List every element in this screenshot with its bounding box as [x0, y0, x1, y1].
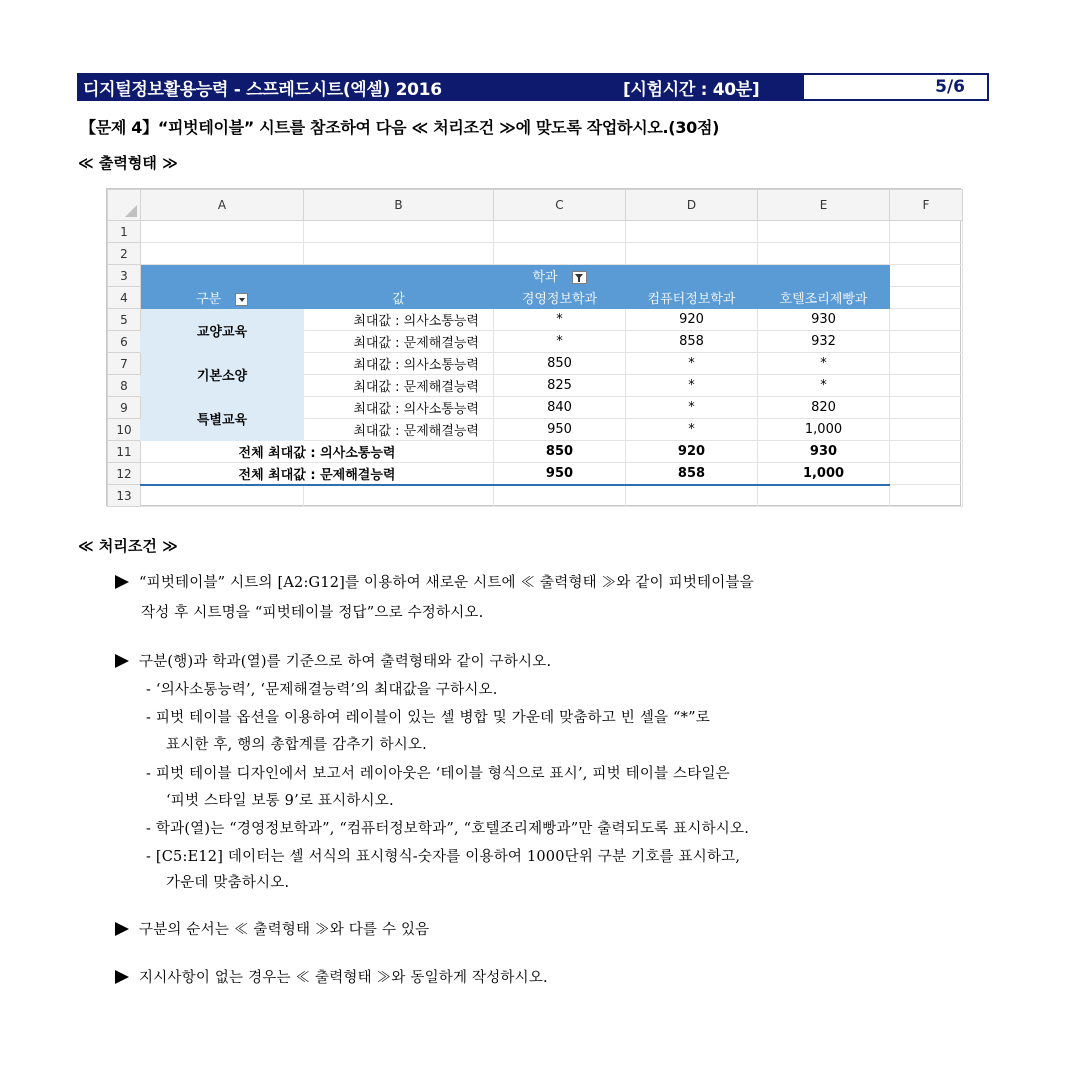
data-cell[interactable]: 850: [494, 353, 626, 375]
exam-time: [시험시간 : 40분]: [623, 79, 760, 100]
data-cell[interactable]: 820: [758, 397, 890, 419]
column-field-cell[interactable]: [494, 265, 626, 287]
exam-header: [77, 73, 989, 101]
col-header-a[interactable]: A: [141, 190, 304, 221]
data-cell[interactable]: *: [626, 353, 758, 375]
data-cell[interactable]: 858: [626, 331, 758, 353]
dropdown-icon[interactable]: [235, 293, 248, 306]
data-cell[interactable]: *: [494, 309, 626, 331]
total-cell[interactable]: 930: [758, 441, 890, 463]
row-field-cell[interactable]: [141, 287, 304, 309]
cell[interactable]: [890, 485, 963, 507]
sub-condition-5-cont: 가운데 맞춤하시오.: [166, 875, 290, 891]
cell[interactable]: [304, 243, 494, 265]
pivot-sheet: [106, 188, 961, 506]
cell[interactable]: [890, 331, 963, 353]
sheet-row: [108, 243, 963, 265]
sub-condition-1: - ‘의사소통능력’, ‘문제해결능력’의 최대값을 구하시오.: [146, 682, 498, 698]
row-field-label: 구분: [195, 292, 222, 307]
page-number: 5/6: [804, 75, 987, 99]
total-cell[interactable]: 920: [626, 441, 758, 463]
cell[interactable]: [304, 265, 494, 287]
cell[interactable]: [758, 485, 890, 507]
cell[interactable]: [890, 353, 963, 375]
condition-text: “피벗테이블” 시트의 [A2:G12]를 이용하여 새로운 시트에 ≪ 출력형태 ≫와 같이 피벗테이블을: [139, 575, 754, 591]
cell[interactable]: [141, 243, 304, 265]
cell[interactable]: [626, 265, 758, 287]
row-number[interactable]: 4: [108, 287, 141, 309]
sub-condition-3: - 피벗 테이블 디자인에서 보고서 레이아웃은 ‘테이블 형식으로 표시’, 피벗 테이블 스타일은: [146, 766, 730, 782]
cell[interactable]: [890, 375, 963, 397]
value-label[interactable]: 최대값 : 의사소통능력: [304, 397, 494, 419]
sheet-row: [108, 463, 963, 485]
cell[interactable]: [626, 485, 758, 507]
cell[interactable]: [304, 221, 494, 243]
bullet-icon: [115, 654, 129, 668]
data-cell[interactable]: *: [626, 397, 758, 419]
total-cell[interactable]: 950: [494, 463, 626, 485]
pivot-table: [107, 189, 963, 507]
sheet-row: [108, 441, 963, 463]
cell[interactable]: [494, 243, 626, 265]
col-header-c[interactable]: C: [494, 190, 626, 221]
row-number[interactable]: 9: [108, 397, 141, 419]
total-label[interactable]: 전체 최대값 : 문제해결능력: [141, 463, 494, 485]
data-cell[interactable]: 932: [758, 331, 890, 353]
data-cell[interactable]: 1,000: [758, 419, 890, 441]
data-cell[interactable]: 840: [494, 397, 626, 419]
column-header-row: [108, 190, 963, 221]
exam-title: 디지털정보활용능력 - 스프레드시트(엑셀) 2016: [83, 79, 442, 100]
row-number[interactable]: 8: [108, 375, 141, 397]
dept-header[interactable]: 호텔조리제빵과: [758, 287, 890, 309]
cell[interactable]: [890, 265, 963, 287]
row-number[interactable]: 7: [108, 353, 141, 375]
cell[interactable]: [758, 243, 890, 265]
problem-statement: 【문제 4】“피벗테이블” 시트를 참조하여 다음 ≪ 처리조건 ≫에 맞도록 작업하시오.(30점): [80, 118, 720, 137]
cell[interactable]: [890, 463, 963, 485]
bullet-icon: [115, 922, 129, 936]
row-number[interactable]: 13: [108, 485, 141, 507]
row-number[interactable]: 11: [108, 441, 141, 463]
value-label[interactable]: 최대값 : 문제해결능력: [304, 331, 494, 353]
total-cell[interactable]: 850: [494, 441, 626, 463]
row-number[interactable]: 6: [108, 331, 141, 353]
data-cell[interactable]: *: [626, 375, 758, 397]
cell[interactable]: [890, 309, 963, 331]
data-cell[interactable]: 920: [626, 309, 758, 331]
row-number[interactable]: 1: [108, 221, 141, 243]
cell[interactable]: [141, 221, 304, 243]
group-label[interactable]: 특별교육: [141, 397, 304, 441]
value-label[interactable]: 최대값 : 문제해결능력: [304, 375, 494, 397]
sub-condition-5: - [C5:E12] 데이터는 셀 서식의 표시형식-숫자를 이용하여 1000단위 구분 기호를 표시하고,: [146, 849, 741, 865]
cell[interactable]: [626, 243, 758, 265]
col-header-d[interactable]: D: [626, 190, 758, 221]
value-field-cell[interactable]: 값: [304, 287, 494, 309]
sub-condition-2-cont: 표시한 후, 행의 총합계를 감추기 하시오.: [166, 737, 427, 753]
row-number[interactable]: 2: [108, 243, 141, 265]
cell[interactable]: [890, 397, 963, 419]
group-label[interactable]: 교양교육: [141, 309, 304, 353]
data-cell[interactable]: 825: [494, 375, 626, 397]
value-label[interactable]: 최대값 : 문제해결능력: [304, 419, 494, 441]
cell[interactable]: [890, 287, 963, 309]
value-label[interactable]: 최대값 : 의사소통능력: [304, 309, 494, 331]
col-header-f[interactable]: F: [890, 190, 963, 221]
group-label[interactable]: 기본소양: [141, 353, 304, 397]
condition-text: 구분의 순서는 ≪ 출력형태 ≫와 다를 수 있음: [139, 922, 430, 938]
sheet-row: [108, 221, 963, 243]
dept-header[interactable]: 컴퓨터정보학과: [626, 287, 758, 309]
cell[interactable]: [890, 419, 963, 441]
cell[interactable]: [890, 441, 963, 463]
data-cell[interactable]: *: [758, 353, 890, 375]
sheet-row: [108, 309, 963, 331]
conditions-title: ≪ 처리조건 ≫: [78, 537, 178, 555]
bullet-icon: [115, 970, 129, 984]
sheet-row: [108, 485, 963, 507]
cell[interactable]: [141, 485, 304, 507]
col-header-b[interactable]: B: [304, 190, 494, 221]
output-title: ≪ 출력형태 ≫: [78, 154, 178, 172]
cell[interactable]: [890, 243, 963, 265]
condition-1: [115, 571, 754, 592]
cell[interactable]: [758, 265, 890, 287]
data-cell[interactable]: 950: [494, 419, 626, 441]
condition-text: 구분(행)과 학과(열)를 기준으로 하여 출력형태와 같이 구하시오.: [139, 654, 552, 670]
sub-condition-2: - 피벗 테이블 옵션을 이용하여 레이블이 있는 셀 병합 및 가운데 맞춤하고 빈 셀을 “*”로: [146, 710, 710, 726]
select-all-corner[interactable]: [108, 190, 141, 221]
sheet-row: [108, 265, 963, 287]
condition-2: [115, 650, 551, 671]
sheet-row: [108, 397, 963, 419]
cell[interactable]: [304, 485, 494, 507]
condition-1-cont: 작성 후 시트명을 “피벗테이블 정답”으로 수정하시오.: [141, 605, 484, 621]
data-cell[interactable]: *: [758, 375, 890, 397]
sheet-row: [108, 353, 963, 375]
column-field-label: 학과: [532, 270, 558, 285]
sub-condition-4: - 학과(열)는 “경영정보학과”, “컴퓨터정보학과”, “호텔조리제빵과”만 출력되도록 표시하시오.: [146, 821, 750, 837]
value-label[interactable]: 최대값 : 의사소통능력: [304, 353, 494, 375]
data-cell[interactable]: *: [626, 419, 758, 441]
row-number[interactable]: 5: [108, 309, 141, 331]
bullet-icon: [115, 575, 129, 589]
sub-condition-3-cont: ‘피벗 스타일 보통 9’로 표시하시오.: [166, 793, 394, 809]
cell[interactable]: [890, 221, 963, 243]
sheet-row: [108, 287, 963, 309]
cell[interactable]: [494, 485, 626, 507]
filter-icon[interactable]: [572, 271, 587, 284]
total-cell[interactable]: 1,000: [758, 463, 890, 485]
condition-text: 지시사항이 없는 경우는 ≪ 출력형태 ≫와 동일하게 작성하시오.: [139, 970, 548, 986]
row-number[interactable]: 12: [108, 463, 141, 485]
row-number[interactable]: 3: [108, 265, 141, 287]
cell[interactable]: [494, 221, 626, 243]
cell[interactable]: [141, 265, 304, 287]
data-cell[interactable]: *: [494, 331, 626, 353]
total-label[interactable]: 전체 최대값 : 의사소통능력: [141, 441, 494, 463]
exam-header-left: [79, 75, 804, 99]
dept-header[interactable]: 경영정보학과: [494, 287, 626, 309]
row-number[interactable]: 10: [108, 419, 141, 441]
total-cell[interactable]: 858: [626, 463, 758, 485]
condition-4: [115, 966, 548, 987]
col-header-e[interactable]: E: [758, 190, 890, 221]
cell[interactable]: [626, 221, 758, 243]
data-cell[interactable]: 930: [758, 309, 890, 331]
condition-3: [115, 918, 429, 939]
cell[interactable]: [758, 221, 890, 243]
